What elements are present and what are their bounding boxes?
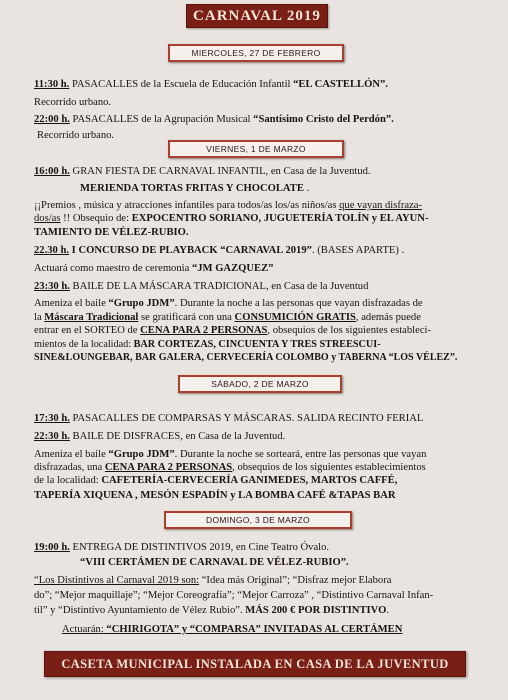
detail-text: !! Obsequio de: [60, 213, 132, 224]
event-detail: TAPERÍA XIQUENA , MESÓN ESPADÍN y LA BOMBA CAFÉ &TAPAS BAR [34, 490, 396, 501]
detail-highlight: CONSUMICIÓN GRATIS [234, 312, 356, 323]
event-time: 23:30 h. [34, 281, 70, 292]
event-line [34, 280, 474, 293]
event-line [34, 78, 474, 91]
detail-text: , obsequios de los siguientes estableci- [267, 325, 431, 336]
detail-highlight: “CHIRIGOTA” y “COMPARSA” INVITADAS AL CERTÁMEN [103, 624, 403, 635]
event-detail: do”; “Mejor maquillaje”; “Mejor Coreografía”; “Mejor Carroza” , “Distintivo Carnaval Infan- [34, 590, 434, 601]
detail-text: disfrazadas, una [34, 462, 105, 473]
detail-text: , obsequios de los siguientes establecimientos [232, 462, 426, 473]
event-text: PASACALLES de la Escuela de Educación Infantil [69, 79, 294, 90]
detail-text: Ameniza el baile [34, 449, 109, 460]
detail-text: til” y “Distintivo Ayuntamiento de Vélez Rubio”. [34, 605, 246, 616]
event-detail [34, 604, 474, 617]
event-detail [34, 212, 474, 225]
event-detail [34, 311, 474, 324]
event-highlight: I CONCURSO DE PLAYBACK “CARNAVAL 2019” [69, 245, 312, 256]
detail-highlight: “Grupo JDM” [108, 298, 175, 309]
detail-underlined: Actuarán: [62, 624, 104, 635]
event-time: 22:00 h. [34, 114, 70, 125]
detail-sponsors: EXPOCENTRO SORIANO, JUGUETERÍA TOLÍN y EL AYUN- [131, 213, 429, 224]
event-detail [34, 338, 474, 351]
detail-highlight: CENA PARA 2 PERSONAS [104, 462, 233, 473]
detail-text: Ameniza el baile [34, 298, 109, 309]
detail-highlight: “JM GAZQUEZ” [191, 263, 274, 274]
day-header-saturday: SÁBADO, 2 DE MARZO [178, 375, 342, 393]
detail-text: mientos de la localidad: [34, 339, 134, 350]
event-time: 19:00 h. [34, 542, 70, 553]
detail-text: . Durante la noche a las personas que vayan disfrazadas de [174, 298, 423, 309]
event-line [34, 412, 474, 425]
event-highlight [80, 182, 508, 195]
event-note: Recorrido urbano. [37, 130, 115, 141]
detail-text: la [34, 312, 45, 323]
event-detail [34, 461, 474, 474]
day-header-friday: VIERNES, 1 DE MARZO [168, 140, 344, 158]
day-header-sunday: DOMINGO, 3 DE MARZO [164, 511, 352, 529]
event-detail [34, 574, 474, 587]
event-detail: SINE&LOUNGEBAR, BAR GALERA, CERVECERÍA COLOMBO y TABERNA “LOS VÉLEZ”. [34, 352, 458, 363]
detail-highlight: CENA PARA 2 PERSONAS [140, 325, 268, 336]
detail-underlined: “Los Distintivos al Carnaval 2019 son: [34, 575, 200, 586]
event-highlight: “Santísimo Cristo del Perdón”. [253, 114, 394, 125]
event-text: GRAN FIESTA DE CARNAVAL INFANTIL, en Casa de la Juventud. [69, 166, 371, 177]
event-line [34, 244, 474, 257]
event-detail [34, 474, 474, 487]
detail-underlined: que vayan disfraza- [339, 200, 423, 211]
day-header-wednesday: MIERCOLES, 27 DE FEBRERO [168, 44, 344, 62]
event-detail [34, 262, 474, 275]
detail-highlight: Máscara Tradicional [44, 312, 139, 323]
event-time: 16:00 h. [34, 166, 70, 177]
detail-text: de la localidad: [34, 475, 102, 486]
event-highlight: “VIII CERTÁMEN DE CARNAVAL DE VÉLEZ-RUBIO”. [80, 557, 349, 568]
detail-text: , además puede [355, 312, 421, 323]
event-note: Recorrido urbano. [34, 97, 112, 108]
event-line [34, 541, 474, 554]
event-text: . (BASES APARTE) . [311, 245, 405, 256]
event-text: BAILE DE DISFRACES, en Casa de la Juventud. [69, 431, 286, 442]
detail-text: se gratificará con una [138, 312, 235, 323]
merienda-text: MERIENDA TORTAS FRITAS Y CHOCOLATE [80, 183, 304, 194]
event-line [34, 165, 474, 178]
event-line [34, 430, 474, 443]
detail-text: Actuará como maestro de ceremonia [34, 263, 192, 274]
event-detail [34, 199, 474, 212]
event-time: 22.30 h. [34, 245, 70, 256]
event-detail [62, 623, 502, 636]
footer-banner: CASETA MUNICIPAL INSTALADA EN CASA DE LA JUVENTUD [44, 651, 466, 677]
event-time: 11:30 h. [34, 79, 70, 90]
event-time: 22:30 h. [34, 431, 70, 442]
detail-sponsors: CAFETERÍA-CERVECERÍA GANIMEDES, MARTOS CAFFÉ, [101, 475, 398, 486]
event-text: PASACALLES de la Agrupación Musical [69, 114, 254, 125]
event-detail: TAMIENTO DE VÉLEZ-RUBIO. [34, 227, 189, 238]
event-text: ENTREGA DE DISTINTIVOS 2019, en Cine Teatro Óvalo. [69, 542, 330, 553]
detail-text: ¡¡Premios , música y atracciones infantiles para todos/as los/as niños/as [34, 200, 340, 211]
merienda-end: . [303, 183, 310, 194]
event-detail [34, 448, 474, 461]
detail-highlight: “Grupo JDM” [108, 449, 175, 460]
page-title: CARNAVAL 2019 [186, 4, 328, 28]
event-highlight: “EL CASTELLÓN”. [293, 79, 388, 90]
detail-underlined: dos/as [34, 213, 61, 224]
detail-text: . [386, 605, 389, 616]
detail-text: “Idea más Original”; “Disfraz mejor Elabora [199, 575, 392, 586]
event-detail [34, 324, 474, 337]
event-detail [34, 297, 474, 310]
detail-text: entrar en el SORTEO de [34, 325, 141, 336]
event-text: BAILE DE LA MÁSCARA TRADICIONAL, en Casa de la Juventud [69, 281, 369, 292]
event-time: 17:30 h. [34, 413, 70, 424]
detail-sponsors: BAR CORTEZAS, CINCUENTA Y TRES STREESCUI- [133, 339, 381, 350]
event-text: PASACALLES DE COMPARSAS Y MÁSCARAS. SALIDA RECINTO FERIAL [69, 413, 424, 424]
event-line [34, 113, 474, 126]
detail-highlight: MÁS 200 € POR DISTINTIVO [245, 605, 387, 616]
detail-text: . Durante la noche se sorteará, entre las personas que vayan [174, 449, 427, 460]
